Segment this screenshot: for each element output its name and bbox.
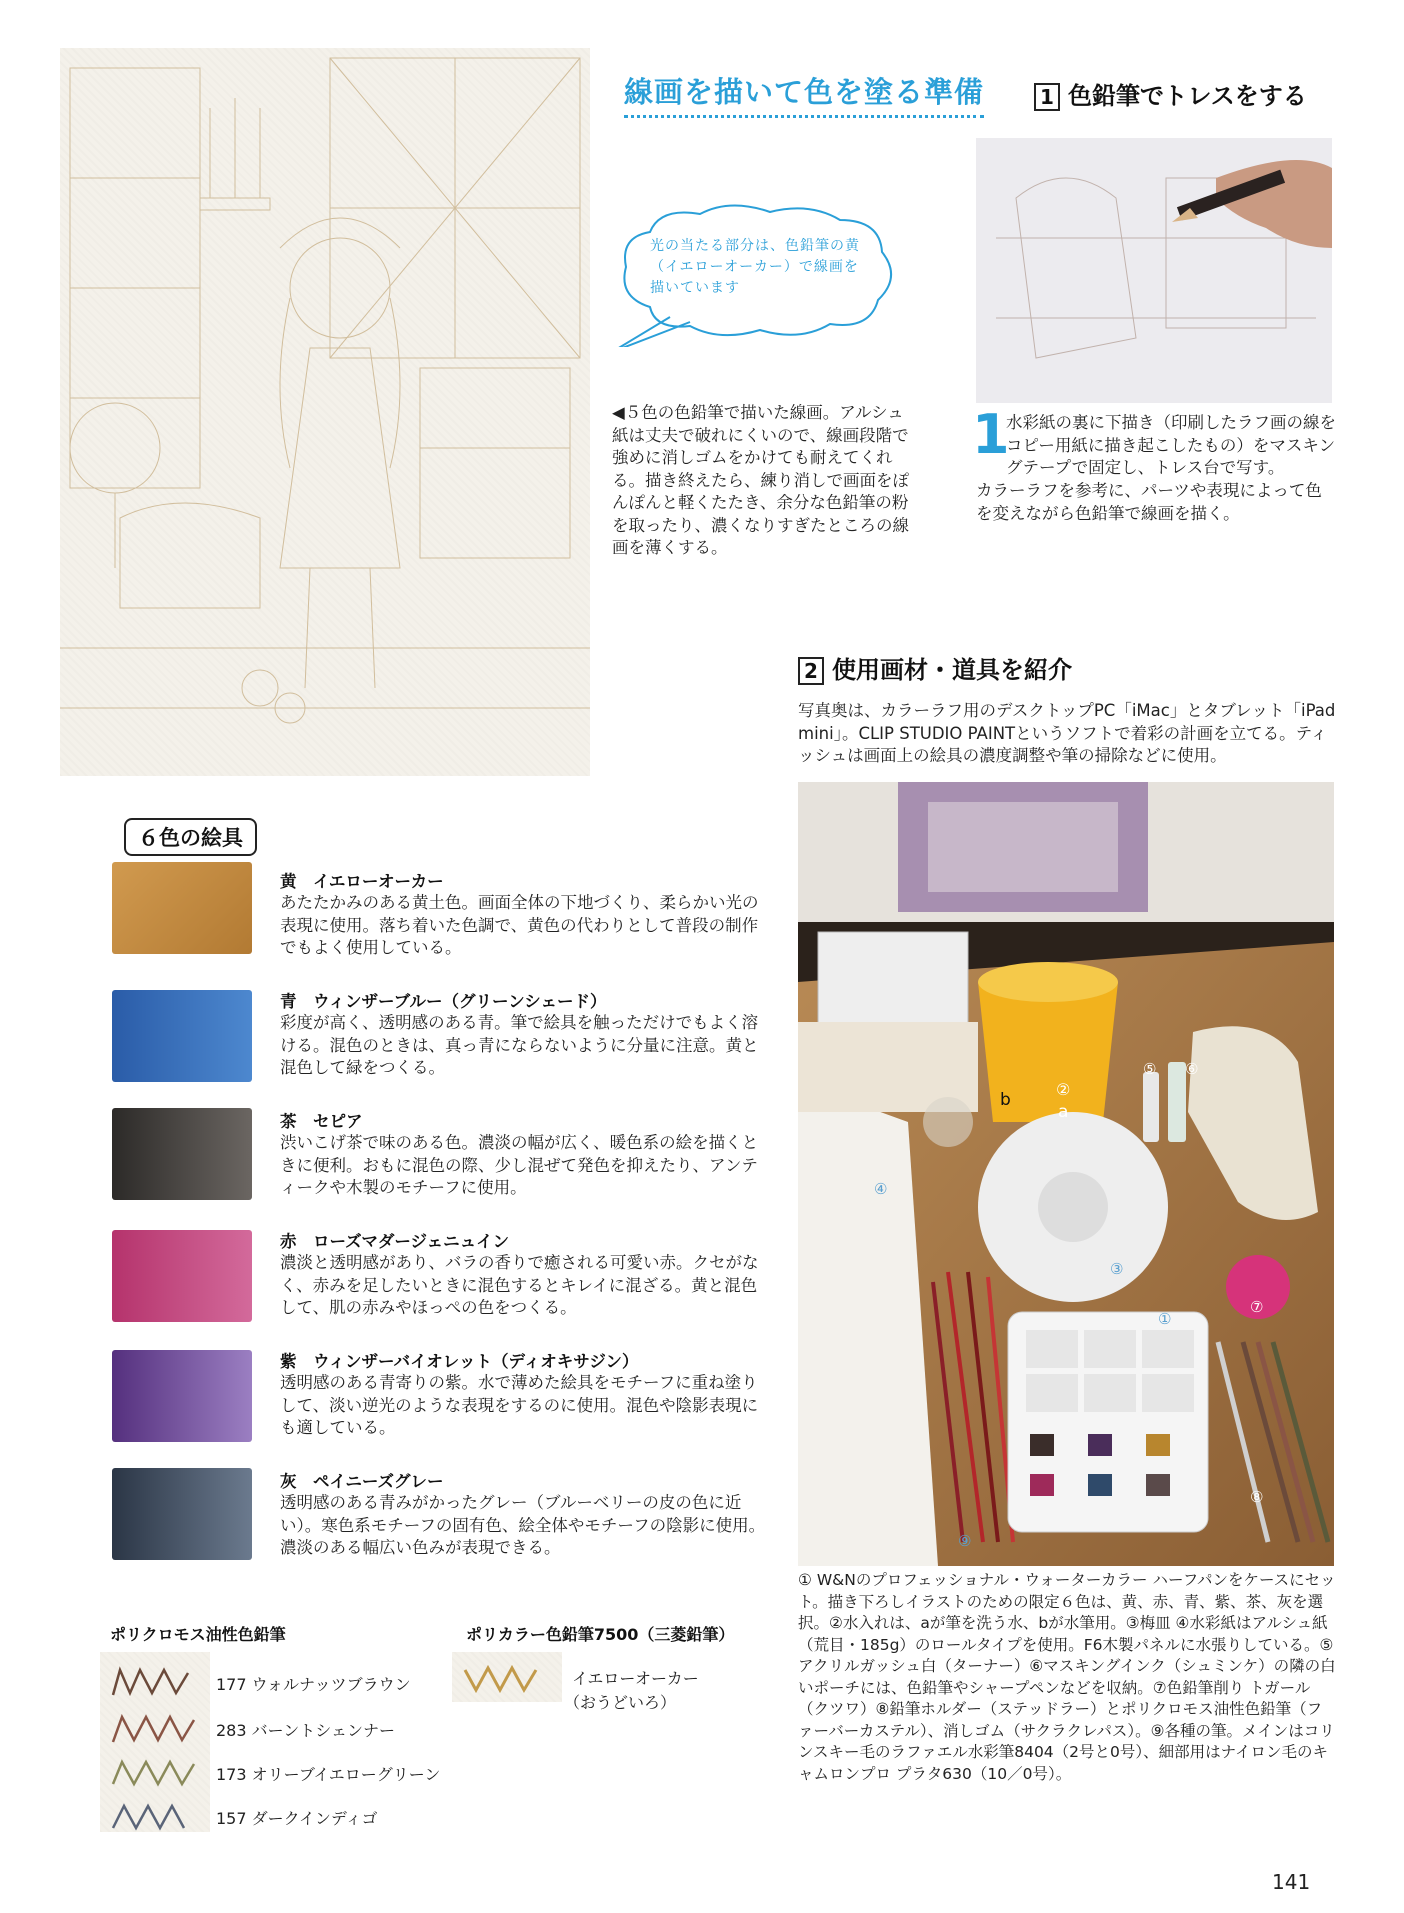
pencils-group2-title: ポリカラー色鉛筆7500（三菱鉛筆） xyxy=(466,1625,735,1644)
pencil-label: 177 ウォルナッツブラウン xyxy=(216,1675,411,1694)
paint-desc: あたたかみのある黄土色。画面全体の下地づくり、柔らかい光の表現に使用。落ち着いた色調で、黄色の代わりとして普段の制作でもよく使用している。 xyxy=(280,893,759,957)
swatch-rose-madder xyxy=(112,1230,252,1322)
photo-label-4: ④ xyxy=(874,1180,888,1198)
step2-number: 2 xyxy=(798,657,824,685)
section-title: 線画を描いて色を塗る準備 xyxy=(624,70,984,118)
lineart-caption: ◀５色の色鉛筆で描いた線画。アルシュ紙は丈夫で破れにくいので、線画段階で強めに消しゴムをかけても耐えてくれる。描き終えたら、練り消しで画面をぽんぽんと軽くたたき、余分な色鉛筆の粉を取ったり、濃くなりすぎたところの線画を薄くする。 xyxy=(612,403,909,557)
pencil-stroke-olive xyxy=(108,1756,203,1790)
photo-label-9: ⑨ xyxy=(958,1532,972,1550)
pencil-stroke-yellow-ochre xyxy=(460,1660,555,1694)
tracing-photo xyxy=(976,138,1332,403)
swatch-winsor-blue xyxy=(112,990,252,1082)
paint-name: 青 ウィンザーブルー（グリーンシェード） xyxy=(280,992,607,1011)
swatch-sepia xyxy=(112,1108,252,1200)
pencil-label: 283 バーントシェンナー xyxy=(216,1721,395,1740)
bubble-text: 光の当たる部分は、色鉛筆の黄（イエローオーカー）で線画を描いています xyxy=(650,238,860,296)
tools-photo-drawing xyxy=(798,782,1334,1566)
pencil-stroke-dark-indigo xyxy=(108,1800,203,1834)
step1-heading xyxy=(1034,76,1307,111)
pencil-stroke-walnut xyxy=(108,1665,203,1699)
pencil-label: イエローオーカー xyxy=(572,1669,699,1688)
paint-name: 黄 イエローオーカー xyxy=(280,872,444,891)
paint-name: 紫 ウィンザーバイオレット（ディオキサジン） xyxy=(280,1352,639,1371)
photo-label-2: ② xyxy=(1056,1080,1071,1099)
photo-label-7: ⑦ xyxy=(1250,1298,1264,1316)
lineart-illustration xyxy=(60,48,590,776)
step1-text-b: カラーラフを参考に、パーツや表現によって色を変えながら色鉛筆で線画を描く。 xyxy=(976,481,1322,523)
pencil-stroke-burnt-sienna xyxy=(108,1712,203,1746)
paint-desc: 渋いこげ茶で味のある色。濃淡の幅が広く、暖色系の絵を描くときに便利。おもに混色の際、少し混ぜて発色を抑えたり、アンティークや木製のモチーフに使用。 xyxy=(280,1133,759,1197)
paint-desc: 透明感のある青みがかったグレー（ブルーベリーの皮の色に近い）。寒色系モチーフの固有色、絵全体やモチーフの陰影に使用。濃淡のある幅広い色みが表現できる。 xyxy=(280,1493,766,1557)
photo-label-5: ⑤ xyxy=(1143,1060,1157,1078)
lineart-drawing xyxy=(60,48,590,776)
photo-label-1: ① xyxy=(1158,1310,1172,1328)
step2-title: 使用画材・道具を紹介 xyxy=(832,656,1072,684)
paints-label: ６色の絵具 xyxy=(124,818,257,856)
pencils-group1-title: ポリクロモス油性色鉛筆 xyxy=(110,1625,286,1644)
paint-desc: 濃淡と透明感があり、バラの香りで癒される可愛い赤。クセがなく、赤みを足したいときに混色するとキレイに混ざる。黄と混色して、肌の赤みやほっぺの色をつくる。 xyxy=(280,1253,759,1317)
tools-photo xyxy=(798,782,1334,1566)
paint-name: 灰 ペイニーズグレー xyxy=(280,1472,444,1491)
pencil-label: （おうどいろ） xyxy=(564,1693,677,1712)
photo-label-b: b xyxy=(1000,1090,1011,1110)
step1-title: 色鉛筆でトレスをする xyxy=(1068,82,1307,110)
step2-intro: 写真奥は、カラーラフ用のデスクトップPC「iMac」とタブレット「iPad mini」。CLIP STUDIO PAINTというソフトで着彩の計画を立てる。ティッシュは画面上の絵具の濃度調整や筆の掃除などに使用。 xyxy=(798,701,1336,765)
photo-label-a: a xyxy=(1058,1102,1069,1122)
pencil-label: 157 ダークインディゴ xyxy=(216,1809,378,1828)
tools-caption: ① W&Nのプロフェッショナル・ウォーターカラー ハーフパンをケースにセット。描き下ろしイラストのための限定６色は、黄、赤、青、紫、茶、灰を選択。②水入れは、aが筆を洗う水、bが水筆用。③梅皿 ④水彩紙はアルシュ紙（荒目・185g）のロールタイプを使用。F6木製パネルに水張りしている。⑤アクリルガッシュ白（ターナー）⑥マスキングインク（シュミンケ）の隣の白いポーチには、色鉛筆やシャープペンなどを収納。⑦色鉛筆削り トガール（クツワ）⑧鉛筆ホルダー（ステッドラー）とポリクロモス油性色鉛筆（ファーバーカステル）、消しゴム（サクラクレパス）。⑨各種の筆。メインはコリンスキー毛のラファエル水彩筆8404（2号と0号）、細部用はナイロン毛のキャムロンプロ プラタ630（10／0号）。 xyxy=(798,1571,1336,1783)
step1-big-number: 1 xyxy=(972,403,1010,466)
swatch-winsor-violet xyxy=(112,1350,252,1442)
paint-desc: 透明感のある青寄りの紫。水で薄めた絵具をモチーフに重ね塗りして、淡い逆光のような表現をするのに使用。混色や陰影表現にも適している。 xyxy=(280,1373,759,1437)
tracing-photo-drawing xyxy=(976,138,1332,403)
pencil-label: 173 オリーブイエローグリーン xyxy=(216,1765,441,1784)
step2-heading xyxy=(798,650,1072,685)
speech-bubble xyxy=(610,202,900,347)
swatch-yellow-ochre xyxy=(112,862,252,954)
paint-name: 茶 セピア xyxy=(280,1112,363,1131)
swatch-paynes-grey xyxy=(112,1468,252,1560)
photo-label-6: ⑥ xyxy=(1185,1060,1199,1078)
page-number: 141 xyxy=(1272,1870,1311,1894)
photo-label-8: ⑧ xyxy=(1250,1488,1264,1506)
photo-label-3: ③ xyxy=(1110,1260,1124,1278)
step1-text-a: 水彩紙の裏に下描き（印刷したラフ画の線をコピー用紙に描き起こしたもの）をマスキングテープで固定し、トレス台で写す。 xyxy=(1006,413,1336,477)
step1-number: 1 xyxy=(1034,83,1060,111)
paint-name: 赤 ローズマダージェニュイン xyxy=(280,1232,510,1251)
paint-desc: 彩度が高く、透明感のある青。筆で絵具を触っただけでもよく溶ける。混色のときは、真っ青にならないように分量に注意。黄と混色して緑をつくる。 xyxy=(280,1013,759,1077)
